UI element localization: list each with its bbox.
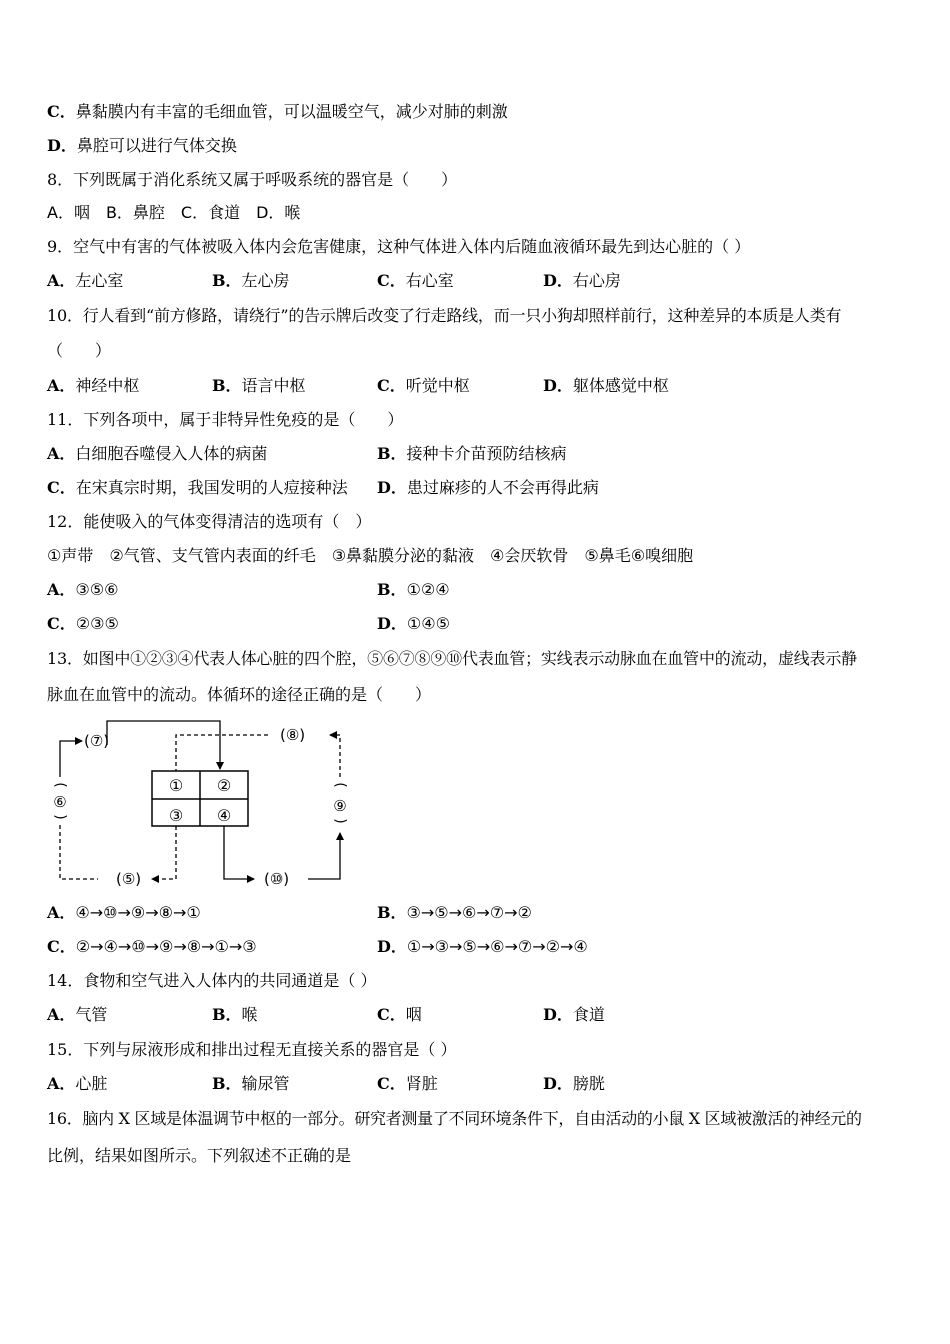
vessel-line-9-to-8 bbox=[330, 735, 340, 777]
q14-option-d: D．食道 bbox=[543, 1005, 605, 1024]
q12-option-c: C．②③⑤ bbox=[47, 614, 119, 633]
vessel-6-paren-bottom: ) bbox=[52, 814, 68, 820]
q15-option-a: A．心脏 bbox=[47, 1074, 108, 1093]
vessel-line-7-to-2 bbox=[107, 721, 220, 769]
vessel-line-10-to-9 bbox=[308, 833, 340, 879]
q9-option-d: D．右心房 bbox=[543, 271, 621, 290]
question-10-stem: 10．行人看到“前方修路，请绕行”的告示牌后改变了行走路线，而一只小狗却照样前行，这种差异的本质是人类有 bbox=[47, 306, 842, 325]
q13-option-a: A．④→⑩→⑨→⑧→① bbox=[47, 903, 201, 922]
q10-option-a: A．神经中枢 bbox=[47, 376, 140, 395]
question-13-stem-cont: 脉血在血管中的流动。体循环的途径正确的是（ ） bbox=[47, 685, 432, 704]
q14-option-b: B．喉 bbox=[212, 1005, 258, 1024]
option-c: C．鼻黏膜内有丰富的毛细血管，可以温暖空气，减少对肺的刺激 bbox=[47, 102, 508, 121]
q15-option-c: C．肾脏 bbox=[377, 1074, 438, 1093]
question-9-stem: 9．空气中有害的气体被吸入体内会危害健康，这种气体进入体内后随血液循环最先到达心脏的（ ） bbox=[47, 237, 751, 256]
question-8-stem: 8．下列既属于消化系统又属于呼吸系统的器官是（ ） bbox=[47, 170, 458, 189]
vessel-line-5-to-6 bbox=[60, 825, 98, 879]
vessel-9-paren-top: ( bbox=[332, 782, 348, 788]
q11-option-d: D．患过麻疹的人不会再得此病 bbox=[377, 478, 599, 497]
q13-option-b: B．③→⑤→⑥→⑦→② bbox=[377, 903, 532, 922]
question-12-items: ①声带 ②气管、支气管内表面的纤毛 ③鼻黏膜分泌的黏液 ④会厌软骨 ⑤鼻毛⑥嗅细胞 bbox=[47, 546, 694, 565]
q10-option-c: C．听觉中枢 bbox=[377, 376, 470, 395]
q15-option-d: D．膀胱 bbox=[543, 1074, 605, 1093]
q12-option-a: A．③⑤⑥ bbox=[47, 580, 119, 599]
q11-option-c: C．在宋真宗时期，我国发明的人痘接种法 bbox=[47, 478, 348, 497]
question-8-options: A．咽 B．鼻腔 C．食道 D．喉 bbox=[47, 203, 301, 222]
q12-option-b: B．①②④ bbox=[377, 580, 450, 599]
heart-circulation-diagram bbox=[40, 715, 370, 895]
vessel-line-8-to-1 bbox=[176, 735, 268, 771]
question-15-stem: 15．下列与尿液形成和排出过程无直接关系的器官是（ ） bbox=[47, 1040, 457, 1059]
heart-box bbox=[152, 771, 248, 826]
chamber-4: ④ bbox=[216, 806, 232, 825]
vessel-line-3-to-5 bbox=[152, 826, 176, 879]
q9-option-a: A．左心室 bbox=[47, 271, 124, 290]
vessel-9-paren-bottom: ) bbox=[332, 818, 348, 824]
question-16-stem: 16．脑内 X 区域是体温调节中枢的一部分。研究者测量了不同环境条件下，自由活动的小鼠 X 区域被激活的神经元的 bbox=[47, 1109, 862, 1128]
q13-option-c: C．②→④→⑩→⑨→⑧→①→③ bbox=[47, 937, 257, 956]
vessel-9-label: ⑨ bbox=[333, 797, 347, 815]
q10-option-d: D．躯体感觉中枢 bbox=[543, 376, 669, 395]
question-11-stem: 11．下列各项中，属于非特异性免疫的是（ ） bbox=[47, 410, 404, 429]
question-13-stem: 13．如图中①②③④代表人体心脏的四个腔，⑤⑥⑦⑧⑨⑩代表血管；实线表示动脉血在血管中的流动，虚线表示静 bbox=[47, 649, 857, 668]
question-12-stem: 12．能使吸入的气体变得清洁的选项有（ ） bbox=[47, 512, 372, 531]
chamber-3: ③ bbox=[168, 806, 184, 825]
q14-option-a: A．气管 bbox=[47, 1005, 108, 1024]
q11-option-b: B．接种卡介苗预防结核病 bbox=[377, 444, 567, 463]
q11-option-a: A．白细胞吞噬侵入人体的病菌 bbox=[47, 444, 268, 463]
q13-option-d: D．①→③→⑤→⑥→⑦→②→④ bbox=[377, 937, 588, 956]
vessel-7-label: (⑦) bbox=[84, 732, 110, 750]
chamber-1: ① bbox=[168, 776, 184, 795]
q9-option-b: B．左心房 bbox=[212, 271, 290, 290]
question-14-stem: 14．食物和空气进入人体内的共同通道是（ ） bbox=[47, 971, 377, 990]
q10-option-b: B．语言中枢 bbox=[212, 376, 306, 395]
q9-option-c: C．右心室 bbox=[377, 271, 454, 290]
vessel-10-label: (⑩) bbox=[264, 870, 290, 888]
q14-option-c: C．咽 bbox=[377, 1005, 422, 1024]
question-10-stem-cont: （ ） bbox=[47, 341, 112, 360]
vessel-5-label: (⑤) bbox=[116, 870, 142, 888]
vessel-6-paren-top: ( bbox=[52, 782, 68, 788]
vessel-8-label: (⑧) bbox=[280, 726, 306, 744]
option-d: D．鼻腔可以进行气体交换 bbox=[47, 136, 237, 155]
q12-option-d: D．①④⑤ bbox=[377, 614, 450, 633]
vessel-6-label: ⑥ bbox=[53, 793, 67, 811]
vessel-line-6-to-7 bbox=[60, 741, 82, 777]
chamber-2: ② bbox=[216, 776, 232, 795]
vessel-line-4-to-10 bbox=[224, 826, 254, 879]
q15-option-b: B．输尿管 bbox=[212, 1074, 290, 1093]
question-16-stem-cont: 比例，结果如图所示。下列叙述不正确的是 bbox=[47, 1146, 352, 1165]
